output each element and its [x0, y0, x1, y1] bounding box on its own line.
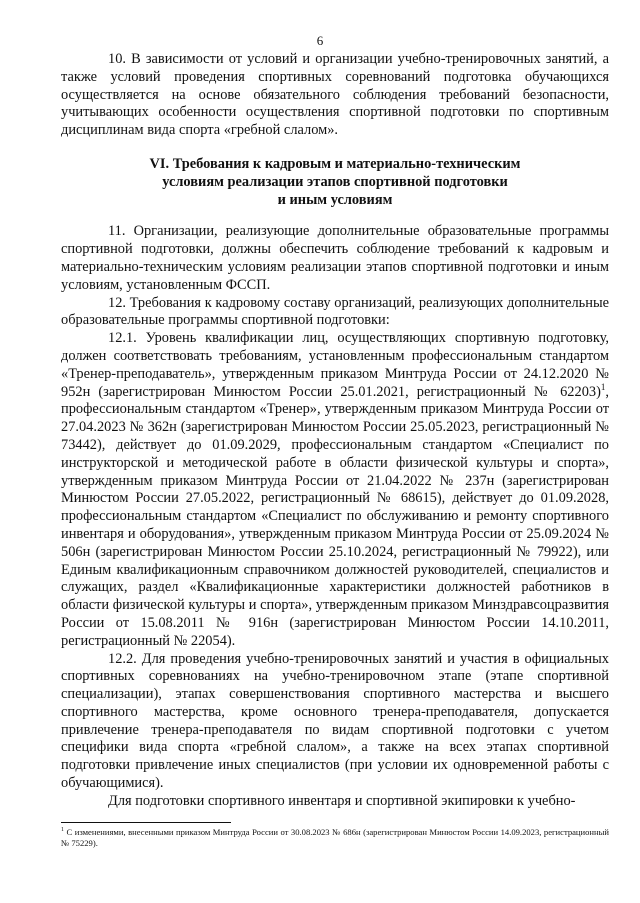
paragraph-12-1: [61, 330, 609, 650]
paragraph-11: 11. Организации, реализующие дополнительные образовательные программы спортивной подготовки, должны обеспечить соблюдение требований к кадровым и материально-техническим условиям реализации этапов спортивной подготовки и иным условиям, установленным ФССП.: [61, 223, 609, 293]
footnote-text: С изменениями, внесенными приказом Минтруда России от 30.08.2023 № 686н (зарегистрирован Минюстом России 14.09.2023, регистрационный № 75229).: [61, 827, 609, 848]
page-number: 6: [316, 33, 324, 48]
footnote-reference: 1: [600, 381, 606, 392]
paragraph-12-1-part-b: , профессиональным стандартом «Тренер», утвержденным приказом Минтруда России от 27.04.2023 № 362н (зарегистрирован Минюстом России 25.05.2023, регистрационный № 73442), действует до 01.09.2029, профессиональным стандартом «Специалист по инструкторской и методической работе в области физической культуры и спорта», утвержденным приказом Минтруда России от 21.04.2022 № 237н (зарегистрирован Минюстом России 27.05.2022, регистрационный № 68615), действует до 01.09.2028, профессиональным стандартом «Специалист по обслуживанию и ремонту спортивного инвентаря и оборудования», утвержденным приказом Минтруда России от 25.09.2024 № 506н (зарегистрирован Минюстом России 25.10.2024, регистрационный № 79922), или Единым квалификационным справочником должностей руководителей, специалистов и служащих, раздел «Квалификационные характеристики должностей работников в области физической культуры и спорта», утвержденным приказом Минздравсоцразвития России от 15.08.2011 № 916н (зарегистрирован Минюстом России 14.10.2011, регистрационный № 22054).: [61, 383, 609, 649]
footnote-area: [61, 822, 609, 849]
footnote-separator: [61, 822, 231, 823]
paragraph-10: 10. В зависимости от условий и организации учебно-тренировочных занятий, а также условий проведения спортивных соревнований подготовка обучающихся осуществляется на основе обязательного соблюдения требований безопасности, учитывающих особенности осуществления спортивной подготовки по спортивным дисциплинам вида спорта «гребной слалом».: [61, 51, 609, 139]
section-heading-line-2: условиям реализации этапов спортивной подготовки: [162, 173, 508, 190]
paragraph-continuation: Для подготовки спортивного инвентаря и спортивной экипировки к учебно-: [108, 792, 576, 809]
footnote-1: [61, 827, 609, 849]
section-heading-line-3: и иным условиям: [277, 191, 393, 208]
footnote-mark: 1: [61, 827, 64, 834]
section-heading-line-1: VI. Требования к кадровым и материально-техническим: [149, 155, 521, 172]
section-heading: [61, 156, 609, 209]
paragraph-12-2: 12.2. Для проведения учебно-тренировочных занятий и участия в официальных спортивных соревнованиях на учебно-тренировочном этапе (этапе спортивной специализации), этапах совершенствования спортивного мастерства и высшего спортивного мастерства, кроме основного тренера-преподавателя, допускается привлечение тренера-преподавателя по видам спортивной подготовки с учетом специфики вида спорта «гребной слалом», а также на всех этапах спортивной подготовки привлечение иных специалистов (при условии их одновременной работы с обучающимися).: [61, 650, 609, 792]
document-body: [61, 51, 609, 811]
paragraph-12-1-part-a: 12.1. Уровень квалификации лиц, осуществляющих спортивную подготовку, должен соответствовать требованиям, установленным профессиональным стандартом «Тренер-преподаватель», утвержденным приказом Минтруда России от 24.12.2020 № 952н (зарегистрирован Минюстом России 25.01.2021, регистрационный № 62203): [61, 330, 609, 400]
paragraph-12: 12. Требования к кадровому составу организаций, реализующих дополнительные образовательные программы спортивной подготовки:: [61, 294, 609, 329]
